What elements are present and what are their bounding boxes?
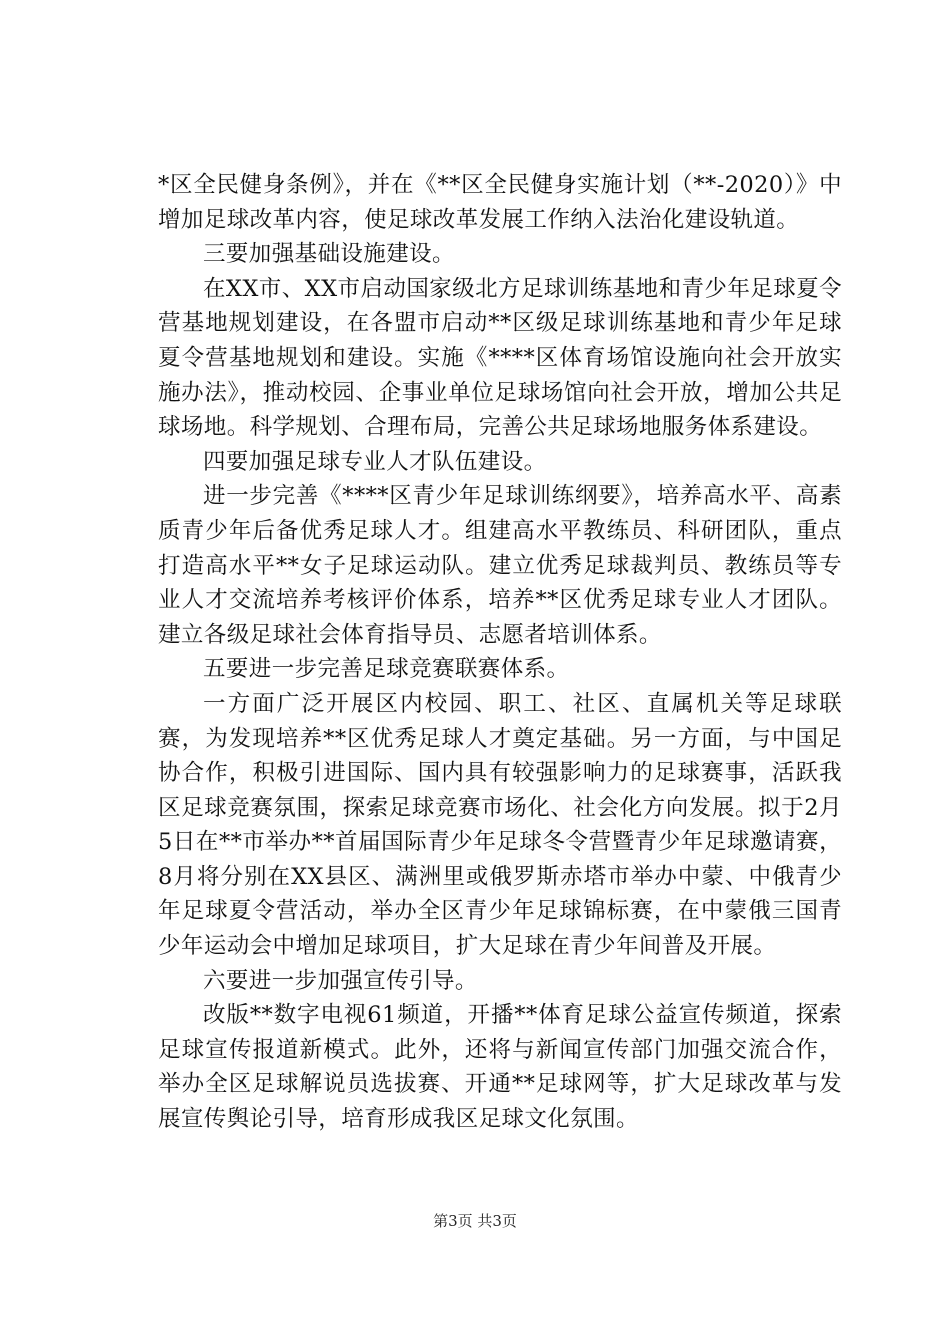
section-heading-3: 三要加强基础设施建设。 xyxy=(203,241,455,268)
paragraph-9: 改版**数字电视61频道，开播**体育足球公益宣传频道，探索足球宣传报道新模式。此外，还将与新闻宣传部门加强交流合作，举办全区足球解说员选拔赛、开通**足球网等，扩大足球改革与发展宣传舆论引导，培育形成我区足球文化氛围。 xyxy=(158,1002,842,1133)
section-heading-5: 五要进一步完善足球竞赛联赛体系。 xyxy=(203,656,570,683)
paragraph-5: 进一步完善《****区青少年足球训练纲要》，培养高水平、高素质青少年后备优秀足球人才。组建高水平教练员、科研团队，重点打造高水平**女子足球运动队。建立优秀足球裁判员、教练员等专业人才交流培养考核评价体系，培养**区优秀足球专业人才团队。建立各级足球社会体育指导员、志愿者培训体系。 xyxy=(158,483,842,648)
section-heading-6: 六要进一步加强宣传引导。 xyxy=(203,967,478,994)
section-heading-4: 四要加强足球专业人才队伍建设。 xyxy=(203,448,547,475)
paragraph-1: *区全民健身条例》，并在《**区全民健身实施计划（**-2020）》中增加足球改革内容，使足球改革发展工作纳入法治化建设轨道。 xyxy=(158,172,842,233)
document-body xyxy=(158,168,842,1137)
page-footer xyxy=(0,1211,950,1231)
paragraph-7: 一方面广泛开展区内校园、职工、社区、直属机关等足球联赛，为发现培养**区优秀足球人才奠定基础。另一方面，与中国足协合作，积极引进国际、国内具有较强影响力的足球赛事，活跃我区足球竞赛氛围，探索足球竞赛市场化、社会化方向发展。拟于2月5日在**市举办**首届国际青少年足球冬令营暨青少年足球邀请赛，8月将分别在XX县区、满洲里或俄罗斯赤塔市举办中蒙、中俄青少年足球夏令营活动，举办全区青少年足球锦标赛，在中蒙俄三国青少年运动会中增加足球项目，扩大足球在青少年间普及开展。 xyxy=(158,690,842,960)
paragraph-3: 在XX市、XX市启动国家级北方足球训练基地和青少年足球夏令营基地规划建设，在各盟市启动**区级足球训练基地和青少年足球夏令营基地规划和建设。实施《****区体育场馆设施向社会开放实施办法》，推动校园、企事业单位足球场馆向社会开放，增加公共足球场地。科学规划、合理布局，完善公共足球场地服务体系建设。 xyxy=(158,275,842,441)
page-number: 第3页 共3页 xyxy=(433,1212,517,1230)
